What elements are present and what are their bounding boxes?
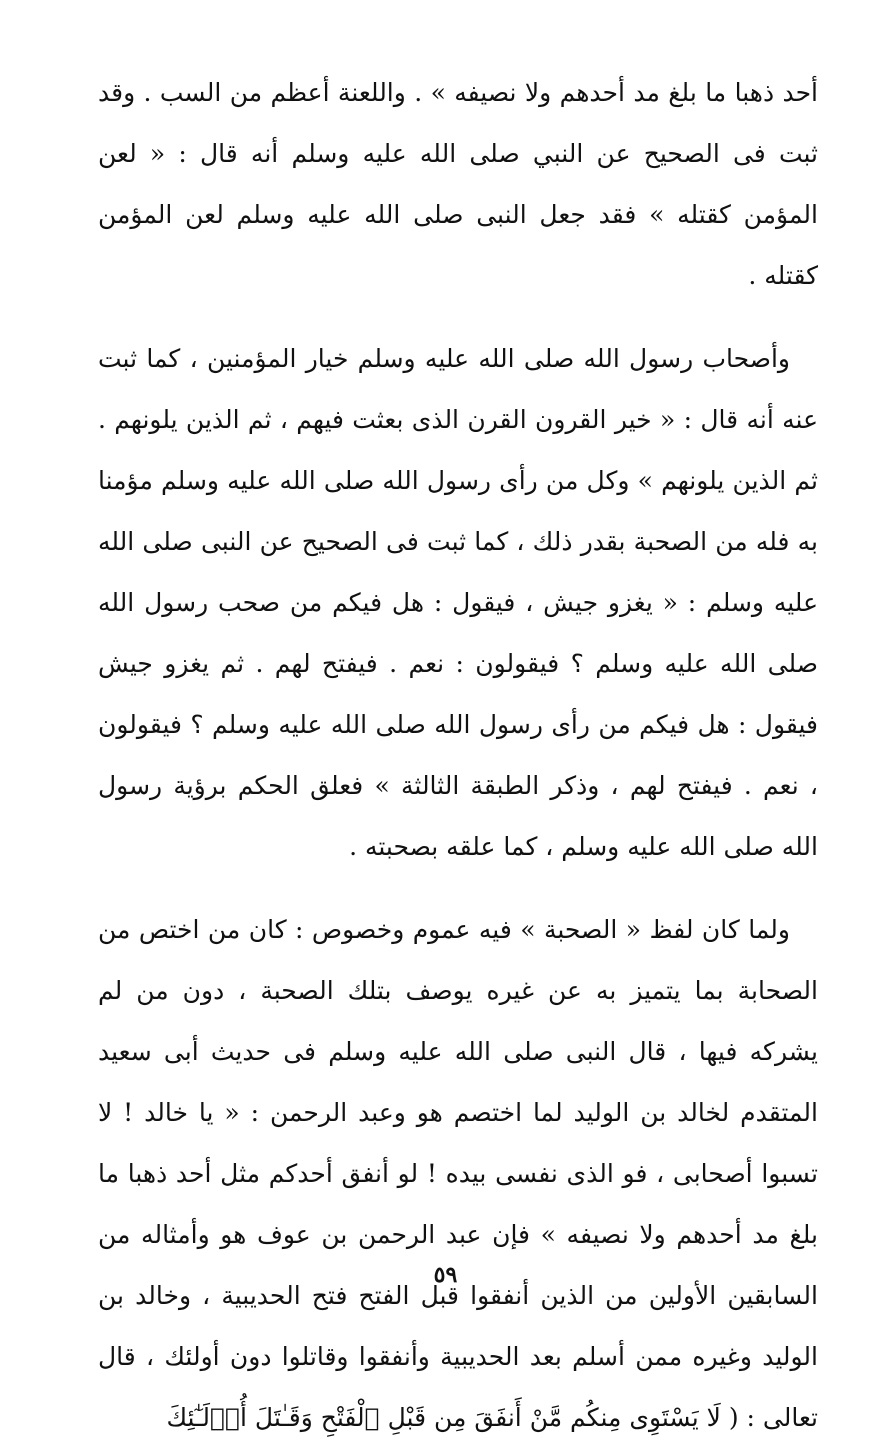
paragraph-1: أحد ذهبا ما بلغ مد أحدهم ولا نصيفه » . واللعنة أعظم من السب . وقد ثبت فى الصحيح عن النبي صلى الله عليه وسلم أنه قال : « لعن المؤمن كقتله » فقد جعل النبى صلى الله عليه وسلم لعن المؤمن كقتله .	[98, 78, 818, 290]
paragraph-3: ولما كان لفظ « الصحبة » فيه عموم وخصوص : كان من اختص من الصحابة بما يتميز به عن غيره يوصف بتلك الصحبة ، دون من لم يشركه فيها ، قال النبى صلى الله عليه وسلم فى حديث أبى سعيد المتقدم لخالد بن الوليد لما اختصم هو وعبد الرحمن : « يا خالد ! لا تسبوا أصحابى ، فو الذى نفسى بيده ! لو أنفق أحدكم مثل أحد ذهبا ما بلغ مد أحدهم ولا نصيفه » فإن عبد الرحمن بن عوف هو وأمثاله من السابقين الأولين من الذين أنفقوا قبل الفتح فتح الحديبية ، وخالد بن الوليد وغيره ممن أسلم بعد الحديبية وأنفقوا وقاتلوا دون أولئك ، قال تعالى : ( لَا يَسْتَوِى مِنكُم مَّنْ أَنفَقَ مِن قَبْلِ ٱلْفَتْحِ وَقَـٰتَلَ أُو۟لَـٰٓئِكَ	[98, 915, 818, 1432]
document-page	[98, 62, 818, 1448]
page-number: ٥٩	[433, 1262, 458, 1288]
paragraph-2: وأصحاب رسول الله صلى الله عليه وسلم خيار المؤمنين ، كما ثبت عنه أنه قال : « خير القرون القرن الذى بعثت فيهم ، ثم الذين يلونهم . ثم الذين يلونهم » وكل من رأى رسول الله صلى الله عليه وسلم مؤمنا به فله من الصحبة بقدر ذلك ، كما ثبت فى الصحيح عن النبى صلى الله عليه وسلم : « يغزو جيش ، فيقول : هل فيكم من صحب رسول الله صلى الله عليه وسلم ؟ فيقولون : نعم . فيفتح لهم . ثم يغزو جيش فيقول : هل فيكم من رأى رسول الله صلى الله عليه وسلم ؟ فيقولون ، نعم . فيفتح لهم ، وذكر الطبقة الثالثة » فعلق الحكم برؤية رسول الله صلى الله عليه وسلم ، كما علقه بصحبته .	[98, 344, 818, 861]
